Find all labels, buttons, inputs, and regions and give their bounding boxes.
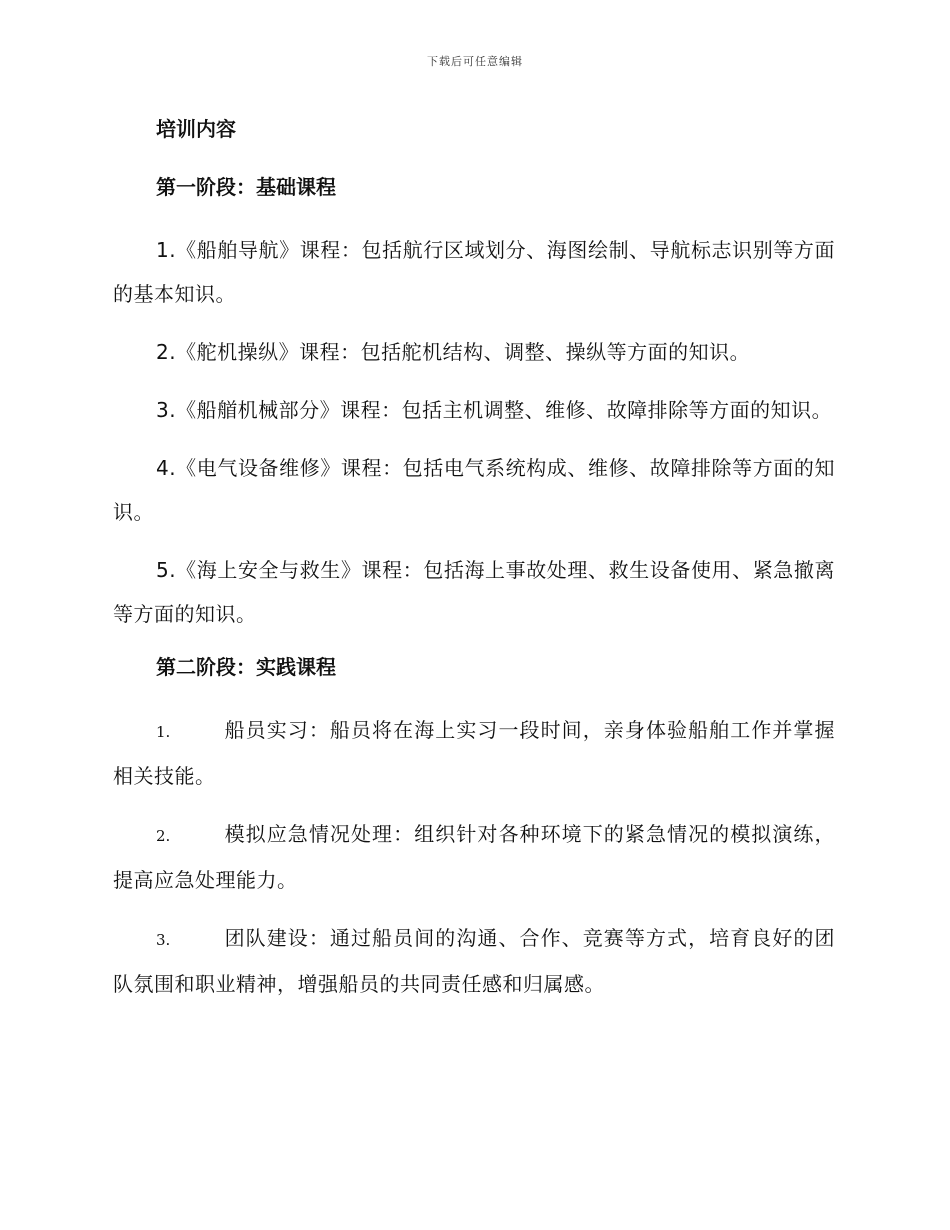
document-body — [113, 112, 835, 1020]
stage2-item-3 — [113, 916, 835, 1006]
stage1-heading: 第一阶段：基础课程 — [156, 175, 336, 199]
stage2-item-number: 2. — [156, 827, 171, 845]
stage1-item-1: 1.《船舶导航》课程：包括航行区域划分、海图绘制、导航标志识别等方面的基本知识。 — [113, 238, 835, 306]
stage2-heading: 第二阶段：实践课程 — [156, 655, 336, 679]
stage1-item-3: 3.《船艏机械部分》课程：包括主机调整、维修、故障排除等方面的知识。 — [156, 398, 833, 422]
stage2-item-number: 1. — [156, 723, 171, 741]
header-note: 下载后可任意编辑 — [427, 55, 523, 68]
stage2-item-text: 团队建设：通过船员间的沟通、合作、竞赛等方式，培育良好的团队氛围和职业精神，增强船员的共同责任感和归属感。 — [113, 926, 835, 996]
stage1-item-2: 2.《舵机操纵》课程：包括舵机结构、调整、操纵等方面的知识。 — [156, 340, 751, 364]
document-title: 培训内容 — [156, 117, 236, 141]
stage2-item-text: 模拟应急情况处理：组织针对各种环境下的紧急情况的模拟演练，提高应急处理能力。 — [113, 822, 835, 892]
stage2-item-1 — [113, 708, 835, 798]
stage1-item-5: 5.《海上安全与救生》课程：包括海上事故处理、救生设备使用、紧急撤离等方面的知识。 — [113, 558, 835, 626]
stage2-item-text: 船员实习：船员将在海上实习一段时间，亲身体验船舶工作并掌握相关技能。 — [113, 718, 835, 788]
stage1-item-4: 4.《电气设备维修》课程：包括电气系统构成、维修、故障排除等方面的知识。 — [113, 456, 835, 524]
stage2-item-2 — [113, 812, 835, 902]
stage2-item-number: 3. — [156, 931, 171, 949]
